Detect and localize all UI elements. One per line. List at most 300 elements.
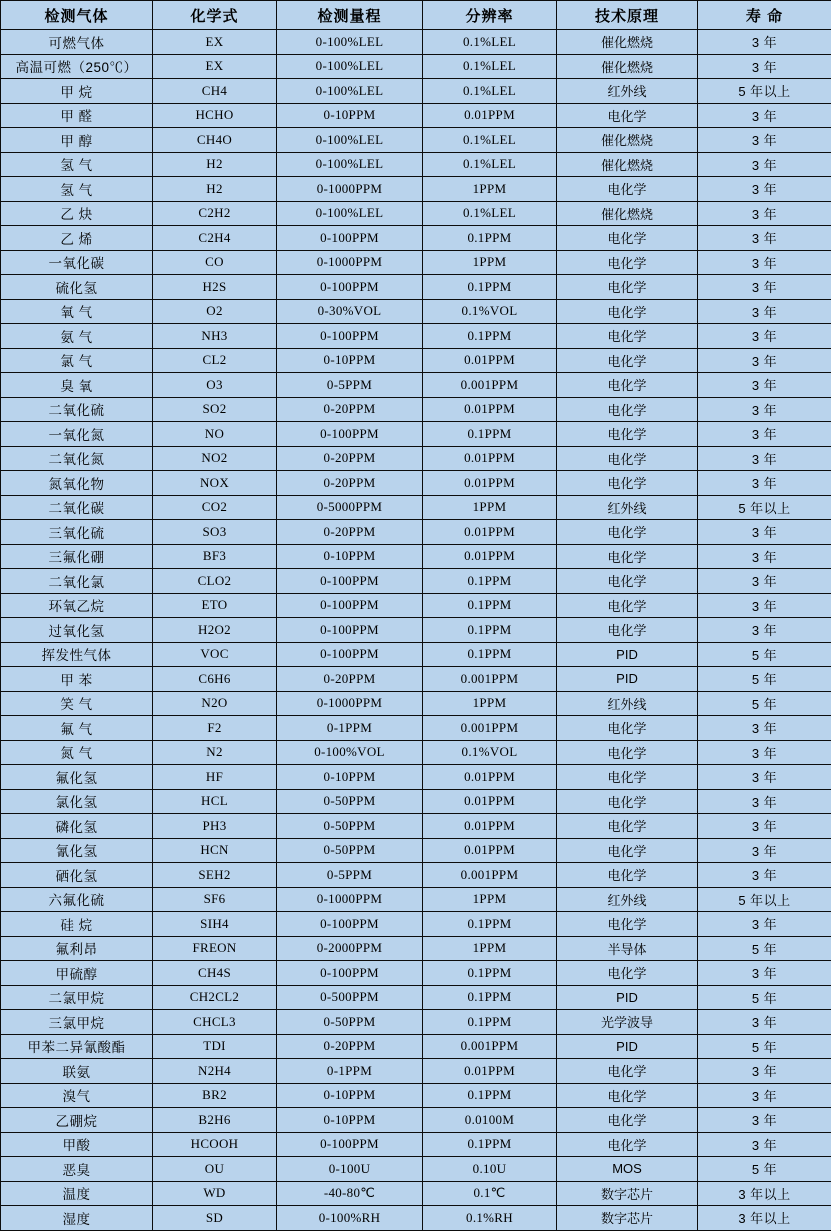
cell-resolution: 0.1PPM bbox=[423, 324, 557, 349]
cell-resolution: 0.01PPM bbox=[423, 446, 557, 471]
cell-gas-name: 氯化氢 bbox=[1, 789, 153, 814]
cell-principle: 电化学 bbox=[557, 103, 698, 128]
table-row bbox=[1, 177, 831, 202]
cell-resolution: 0.1%LEL bbox=[423, 201, 557, 226]
cell-gas-name: 硅 烷 bbox=[1, 912, 153, 937]
cell-resolution: 0.1PPM bbox=[423, 226, 557, 251]
cell-life: 3 年 bbox=[698, 103, 831, 128]
cell-principle: 电化学 bbox=[557, 593, 698, 618]
cell-life: 3 年 bbox=[698, 1132, 831, 1157]
cell-life: 5 年 bbox=[698, 667, 831, 692]
cell-gas-name: 氟利昂 bbox=[1, 936, 153, 961]
cell-resolution: 0.1%VOL bbox=[423, 740, 557, 765]
cell-gas-name: 三氟化硼 bbox=[1, 544, 153, 569]
cell-principle: 催化燃烧 bbox=[557, 54, 698, 79]
cell-gas-name: 甲硫醇 bbox=[1, 961, 153, 986]
cell-resolution: 1PPM bbox=[423, 177, 557, 202]
cell-life: 3 年 bbox=[698, 544, 831, 569]
cell-resolution: 0.1PPM bbox=[423, 1132, 557, 1157]
table-row bbox=[1, 863, 831, 888]
table-row bbox=[1, 226, 831, 251]
cell-principle: 电化学 bbox=[557, 961, 698, 986]
cell-gas-name: 可燃气体 bbox=[1, 30, 153, 55]
cell-gas-name: 笑 气 bbox=[1, 691, 153, 716]
cell-life: 5 年 bbox=[698, 1157, 831, 1182]
cell-resolution: 0.001PPM bbox=[423, 1034, 557, 1059]
cell-life: 5 年 bbox=[698, 642, 831, 667]
cell-principle: 红外线 bbox=[557, 887, 698, 912]
cell-range: 0-100PPM bbox=[277, 275, 423, 300]
cell-principle: 电化学 bbox=[557, 814, 698, 839]
cell-range: 0-100%LEL bbox=[277, 54, 423, 79]
cell-gas-name: 臭 氧 bbox=[1, 373, 153, 398]
cell-formula: C2H4 bbox=[153, 226, 277, 251]
cell-life: 3 年 bbox=[698, 1010, 831, 1035]
cell-gas-name: 联氨 bbox=[1, 1059, 153, 1084]
column-header-gas-name: 检测气体 bbox=[1, 1, 153, 30]
table-row bbox=[1, 373, 831, 398]
cell-formula: OU bbox=[153, 1157, 277, 1182]
cell-principle: 电化学 bbox=[557, 275, 698, 300]
cell-gas-name: 氰化氢 bbox=[1, 838, 153, 863]
cell-range: 0-1PPM bbox=[277, 1059, 423, 1084]
cell-formula: NH3 bbox=[153, 324, 277, 349]
cell-principle: 电化学 bbox=[557, 250, 698, 275]
cell-principle: 电化学 bbox=[557, 1059, 698, 1084]
cell-gas-name: 二氧化碳 bbox=[1, 495, 153, 520]
cell-formula: BF3 bbox=[153, 544, 277, 569]
cell-gas-name: 三氧化硫 bbox=[1, 520, 153, 545]
cell-formula: O3 bbox=[153, 373, 277, 398]
table-row bbox=[1, 1010, 831, 1035]
cell-life: 3 年 bbox=[698, 1059, 831, 1084]
cell-gas-name: 挥发性气体 bbox=[1, 642, 153, 667]
cell-range: 0-100PPM bbox=[277, 422, 423, 447]
cell-principle: 电化学 bbox=[557, 397, 698, 422]
table-header bbox=[1, 1, 831, 30]
cell-range: 0-100PPM bbox=[277, 569, 423, 594]
cell-life: 3 年 bbox=[698, 446, 831, 471]
cell-range: 0-100PPM bbox=[277, 593, 423, 618]
cell-life: 3 年以上 bbox=[698, 1181, 831, 1206]
table-row bbox=[1, 789, 831, 814]
cell-formula: N2H4 bbox=[153, 1059, 277, 1084]
cell-gas-name: 乙 烯 bbox=[1, 226, 153, 251]
cell-resolution: 1PPM bbox=[423, 887, 557, 912]
cell-formula: HF bbox=[153, 765, 277, 790]
table-row bbox=[1, 103, 831, 128]
cell-formula: CH2CL2 bbox=[153, 985, 277, 1010]
cell-life: 5 年 bbox=[698, 985, 831, 1010]
cell-life: 3 年 bbox=[698, 789, 831, 814]
cell-range: 0-10PPM bbox=[277, 765, 423, 790]
cell-life: 5 年 bbox=[698, 1034, 831, 1059]
cell-range: 0-100PPM bbox=[277, 642, 423, 667]
cell-range: 0-1000PPM bbox=[277, 887, 423, 912]
cell-gas-name: 三氯甲烷 bbox=[1, 1010, 153, 1035]
cell-formula: CHCL3 bbox=[153, 1010, 277, 1035]
cell-range: 0-50PPM bbox=[277, 1010, 423, 1035]
cell-range: 0-20PPM bbox=[277, 471, 423, 496]
cell-range: -40-80℃ bbox=[277, 1181, 423, 1206]
cell-range: 0-1000PPM bbox=[277, 177, 423, 202]
cell-formula: O2 bbox=[153, 299, 277, 324]
cell-principle: 催化燃烧 bbox=[557, 152, 698, 177]
cell-formula: SD bbox=[153, 1206, 277, 1231]
cell-gas-name: 恶臭 bbox=[1, 1157, 153, 1182]
table-row bbox=[1, 495, 831, 520]
cell-gas-name: 溴气 bbox=[1, 1083, 153, 1108]
cell-gas-name: 甲酸 bbox=[1, 1132, 153, 1157]
cell-principle: PID bbox=[557, 1034, 698, 1059]
cell-principle: 数字芯片 bbox=[557, 1181, 698, 1206]
cell-principle: 电化学 bbox=[557, 1132, 698, 1157]
cell-resolution: 0.10U bbox=[423, 1157, 557, 1182]
cell-formula: CO bbox=[153, 250, 277, 275]
cell-resolution: 0.1PPM bbox=[423, 618, 557, 643]
cell-life: 3 年 bbox=[698, 716, 831, 741]
cell-range: 0-20PPM bbox=[277, 397, 423, 422]
cell-formula: B2H6 bbox=[153, 1108, 277, 1133]
cell-gas-name: 甲苯二异氰酸酯 bbox=[1, 1034, 153, 1059]
table-row bbox=[1, 1083, 831, 1108]
cell-life: 3 年 bbox=[698, 30, 831, 55]
cell-range: 0-1000PPM bbox=[277, 250, 423, 275]
cell-formula: SF6 bbox=[153, 887, 277, 912]
cell-resolution: 0.1%VOL bbox=[423, 299, 557, 324]
table-row bbox=[1, 569, 831, 594]
column-header-range: 检测量程 bbox=[277, 1, 423, 30]
cell-life: 3 年 bbox=[698, 152, 831, 177]
cell-gas-name: 硒化氢 bbox=[1, 863, 153, 888]
cell-life: 5 年以上 bbox=[698, 79, 831, 104]
cell-life: 3 年 bbox=[698, 520, 831, 545]
cell-formula: EX bbox=[153, 54, 277, 79]
cell-range: 0-100%LEL bbox=[277, 128, 423, 153]
cell-principle: 电化学 bbox=[557, 520, 698, 545]
cell-formula: ETO bbox=[153, 593, 277, 618]
table-row bbox=[1, 985, 831, 1010]
cell-range: 0-500PPM bbox=[277, 985, 423, 1010]
cell-principle: 电化学 bbox=[557, 789, 698, 814]
cell-range: 0-1PPM bbox=[277, 716, 423, 741]
cell-principle: 电化学 bbox=[557, 716, 698, 741]
cell-formula: H2O2 bbox=[153, 618, 277, 643]
cell-resolution: 1PPM bbox=[423, 495, 557, 520]
cell-life: 5 年以上 bbox=[698, 887, 831, 912]
table-row bbox=[1, 544, 831, 569]
cell-resolution: 0.01PPM bbox=[423, 103, 557, 128]
cell-principle: 电化学 bbox=[557, 373, 698, 398]
cell-gas-name: 乙 炔 bbox=[1, 201, 153, 226]
cell-range: 0-5PPM bbox=[277, 373, 423, 398]
cell-principle: 红外线 bbox=[557, 691, 698, 716]
cell-resolution: 0.01PPM bbox=[423, 765, 557, 790]
cell-principle: PID bbox=[557, 985, 698, 1010]
table-row bbox=[1, 1157, 831, 1182]
cell-formula: HCHO bbox=[153, 103, 277, 128]
cell-range: 0-50PPM bbox=[277, 838, 423, 863]
table-row bbox=[1, 79, 831, 104]
cell-range: 0-100PPM bbox=[277, 226, 423, 251]
table-row bbox=[1, 128, 831, 153]
cell-resolution: 0.001PPM bbox=[423, 373, 557, 398]
cell-formula: WD bbox=[153, 1181, 277, 1206]
cell-range: 0-10PPM bbox=[277, 544, 423, 569]
cell-gas-name: 六氟化硫 bbox=[1, 887, 153, 912]
table-row bbox=[1, 691, 831, 716]
cell-range: 0-100PPM bbox=[277, 961, 423, 986]
cell-formula: SO3 bbox=[153, 520, 277, 545]
cell-range: 0-100U bbox=[277, 1157, 423, 1182]
cell-formula: N2O bbox=[153, 691, 277, 716]
cell-resolution: 0.1%LEL bbox=[423, 128, 557, 153]
table-row bbox=[1, 593, 831, 618]
column-header-resolution: 分辨率 bbox=[423, 1, 557, 30]
table-row bbox=[1, 887, 831, 912]
cell-resolution: 0.1℃ bbox=[423, 1181, 557, 1206]
table-row bbox=[1, 152, 831, 177]
cell-principle: 电化学 bbox=[557, 618, 698, 643]
cell-range: 0-100%VOL bbox=[277, 740, 423, 765]
table-row bbox=[1, 397, 831, 422]
cell-principle: 电化学 bbox=[557, 544, 698, 569]
cell-formula: C6H6 bbox=[153, 667, 277, 692]
cell-life: 3 年 bbox=[698, 177, 831, 202]
cell-principle: 电化学 bbox=[557, 838, 698, 863]
column-header-life: 寿 命 bbox=[698, 1, 831, 30]
cell-range: 0-100%LEL bbox=[277, 30, 423, 55]
cell-resolution: 0.1PPM bbox=[423, 593, 557, 618]
cell-resolution: 0.1PPM bbox=[423, 275, 557, 300]
cell-principle: 半导体 bbox=[557, 936, 698, 961]
cell-range: 0-100PPM bbox=[277, 324, 423, 349]
cell-formula: CL2 bbox=[153, 348, 277, 373]
cell-life: 3 年 bbox=[698, 838, 831, 863]
cell-gas-name: 二氧化氮 bbox=[1, 446, 153, 471]
cell-resolution: 0.1%LEL bbox=[423, 152, 557, 177]
cell-life: 3 年 bbox=[698, 226, 831, 251]
cell-principle: 电化学 bbox=[557, 177, 698, 202]
cell-range: 0-100%LEL bbox=[277, 79, 423, 104]
cell-gas-name: 湿度 bbox=[1, 1206, 153, 1231]
cell-gas-name: 氮氧化物 bbox=[1, 471, 153, 496]
cell-gas-name: 温度 bbox=[1, 1181, 153, 1206]
cell-range: 0-30%VOL bbox=[277, 299, 423, 324]
cell-life: 3 年 bbox=[698, 1083, 831, 1108]
cell-formula: FREON bbox=[153, 936, 277, 961]
cell-principle: 电化学 bbox=[557, 471, 698, 496]
cell-formula: CH4O bbox=[153, 128, 277, 153]
table-row bbox=[1, 716, 831, 741]
cell-life: 3 年 bbox=[698, 961, 831, 986]
table-row bbox=[1, 348, 831, 373]
cell-principle: 电化学 bbox=[557, 1108, 698, 1133]
cell-principle: PID bbox=[557, 667, 698, 692]
cell-range: 0-5PPM bbox=[277, 863, 423, 888]
cell-life: 3 年 bbox=[698, 348, 831, 373]
cell-formula: H2 bbox=[153, 152, 277, 177]
cell-formula: CO2 bbox=[153, 495, 277, 520]
cell-resolution: 0.1PPM bbox=[423, 1010, 557, 1035]
cell-gas-name: 磷化氢 bbox=[1, 814, 153, 839]
cell-resolution: 0.1%RH bbox=[423, 1206, 557, 1231]
cell-life: 3 年 bbox=[698, 593, 831, 618]
cell-formula: NOX bbox=[153, 471, 277, 496]
cell-resolution: 0.001PPM bbox=[423, 863, 557, 888]
cell-resolution: 0.01PPM bbox=[423, 348, 557, 373]
cell-principle: 电化学 bbox=[557, 1083, 698, 1108]
cell-resolution: 0.01PPM bbox=[423, 544, 557, 569]
cell-range: 0-100%RH bbox=[277, 1206, 423, 1231]
cell-range: 0-50PPM bbox=[277, 814, 423, 839]
cell-resolution: 0.1PPM bbox=[423, 1083, 557, 1108]
table-row bbox=[1, 471, 831, 496]
cell-principle: 光学波导 bbox=[557, 1010, 698, 1035]
cell-life: 3 年 bbox=[698, 324, 831, 349]
cell-principle: MOS bbox=[557, 1157, 698, 1182]
cell-gas-name: 二氧化硫 bbox=[1, 397, 153, 422]
table-row bbox=[1, 446, 831, 471]
table-row bbox=[1, 1132, 831, 1157]
cell-range: 0-10PPM bbox=[277, 1083, 423, 1108]
cell-gas-name: 氮 气 bbox=[1, 740, 153, 765]
cell-resolution: 0.01PPM bbox=[423, 814, 557, 839]
table-row bbox=[1, 740, 831, 765]
cell-formula: HCN bbox=[153, 838, 277, 863]
cell-gas-name: 氟化氢 bbox=[1, 765, 153, 790]
table-row bbox=[1, 1206, 831, 1231]
cell-resolution: 0.1%LEL bbox=[423, 79, 557, 104]
table-row bbox=[1, 765, 831, 790]
cell-principle: 电化学 bbox=[557, 348, 698, 373]
column-header-principle: 技术原理 bbox=[557, 1, 698, 30]
cell-life: 3 年 bbox=[698, 740, 831, 765]
table-row bbox=[1, 838, 831, 863]
cell-range: 0-20PPM bbox=[277, 446, 423, 471]
table-row bbox=[1, 275, 831, 300]
cell-formula: SIH4 bbox=[153, 912, 277, 937]
cell-resolution: 0.1PPM bbox=[423, 569, 557, 594]
cell-resolution: 0.1PPM bbox=[423, 422, 557, 447]
cell-gas-name: 氢 气 bbox=[1, 152, 153, 177]
cell-principle: 电化学 bbox=[557, 446, 698, 471]
cell-gas-name: 硫化氢 bbox=[1, 275, 153, 300]
cell-life: 3 年 bbox=[698, 250, 831, 275]
cell-gas-name: 环氧乙烷 bbox=[1, 593, 153, 618]
table-row bbox=[1, 30, 831, 55]
cell-resolution: 0.1PPM bbox=[423, 642, 557, 667]
table-row bbox=[1, 667, 831, 692]
cell-life: 3 年 bbox=[698, 814, 831, 839]
table-row bbox=[1, 422, 831, 447]
cell-gas-name: 甲 烷 bbox=[1, 79, 153, 104]
cell-resolution: 0.0100M bbox=[423, 1108, 557, 1133]
cell-range: 0-100%LEL bbox=[277, 201, 423, 226]
table-row bbox=[1, 324, 831, 349]
cell-formula: H2S bbox=[153, 275, 277, 300]
cell-formula: EX bbox=[153, 30, 277, 55]
cell-formula: PH3 bbox=[153, 814, 277, 839]
cell-resolution: 0.1%LEL bbox=[423, 54, 557, 79]
table-row bbox=[1, 642, 831, 667]
cell-range: 0-20PPM bbox=[277, 667, 423, 692]
cell-range: 0-10PPM bbox=[277, 348, 423, 373]
cell-resolution: 0.01PPM bbox=[423, 838, 557, 863]
cell-resolution: 0.1PPM bbox=[423, 961, 557, 986]
cell-principle: 电化学 bbox=[557, 863, 698, 888]
cell-range: 0-100%LEL bbox=[277, 152, 423, 177]
cell-range: 0-1000PPM bbox=[277, 691, 423, 716]
cell-formula: F2 bbox=[153, 716, 277, 741]
cell-life: 3 年 bbox=[698, 765, 831, 790]
table-row bbox=[1, 912, 831, 937]
column-header-formula: 化学式 bbox=[153, 1, 277, 30]
cell-gas-name: 氯 气 bbox=[1, 348, 153, 373]
table-row bbox=[1, 814, 831, 839]
cell-resolution: 0.01PPM bbox=[423, 789, 557, 814]
cell-life: 5 年 bbox=[698, 936, 831, 961]
cell-gas-name: 甲 苯 bbox=[1, 667, 153, 692]
cell-principle: PID bbox=[557, 642, 698, 667]
cell-formula: TDI bbox=[153, 1034, 277, 1059]
cell-range: 0-2000PPM bbox=[277, 936, 423, 961]
cell-principle: 催化燃烧 bbox=[557, 128, 698, 153]
cell-life: 3 年 bbox=[698, 1108, 831, 1133]
cell-life: 3 年 bbox=[698, 471, 831, 496]
cell-gas-name: 二氯甲烷 bbox=[1, 985, 153, 1010]
cell-life: 3 年 bbox=[698, 373, 831, 398]
cell-principle: 电化学 bbox=[557, 226, 698, 251]
cell-formula: NO2 bbox=[153, 446, 277, 471]
cell-formula: C2H2 bbox=[153, 201, 277, 226]
cell-formula: CH4 bbox=[153, 79, 277, 104]
cell-principle: 电化学 bbox=[557, 765, 698, 790]
cell-resolution: 1PPM bbox=[423, 936, 557, 961]
cell-gas-name: 过氧化氢 bbox=[1, 618, 153, 643]
cell-principle: 电化学 bbox=[557, 422, 698, 447]
cell-resolution: 0.01PPM bbox=[423, 1059, 557, 1084]
cell-life: 5 年以上 bbox=[698, 495, 831, 520]
cell-formula: HCL bbox=[153, 789, 277, 814]
cell-life: 3 年 bbox=[698, 201, 831, 226]
table-row bbox=[1, 1181, 831, 1206]
cell-principle: 电化学 bbox=[557, 740, 698, 765]
cell-resolution: 0.1%LEL bbox=[423, 30, 557, 55]
cell-range: 0-50PPM bbox=[277, 789, 423, 814]
cell-formula: BR2 bbox=[153, 1083, 277, 1108]
table-row bbox=[1, 250, 831, 275]
cell-range: 0-20PPM bbox=[277, 1034, 423, 1059]
table-row bbox=[1, 1034, 831, 1059]
cell-gas-name: 甲 醇 bbox=[1, 128, 153, 153]
cell-gas-name: 乙硼烷 bbox=[1, 1108, 153, 1133]
cell-range: 0-10PPM bbox=[277, 1108, 423, 1133]
cell-range: 0-100PPM bbox=[277, 1132, 423, 1157]
cell-formula: N2 bbox=[153, 740, 277, 765]
cell-range: 0-10PPM bbox=[277, 103, 423, 128]
cell-gas-name: 氧 气 bbox=[1, 299, 153, 324]
cell-gas-name: 氨 气 bbox=[1, 324, 153, 349]
table-row bbox=[1, 936, 831, 961]
cell-formula: SEH2 bbox=[153, 863, 277, 888]
cell-life: 3 年 bbox=[698, 275, 831, 300]
cell-life: 3 年 bbox=[698, 422, 831, 447]
cell-principle: 电化学 bbox=[557, 569, 698, 594]
cell-principle: 电化学 bbox=[557, 912, 698, 937]
cell-life: 3 年 bbox=[698, 863, 831, 888]
cell-principle: 红外线 bbox=[557, 79, 698, 104]
